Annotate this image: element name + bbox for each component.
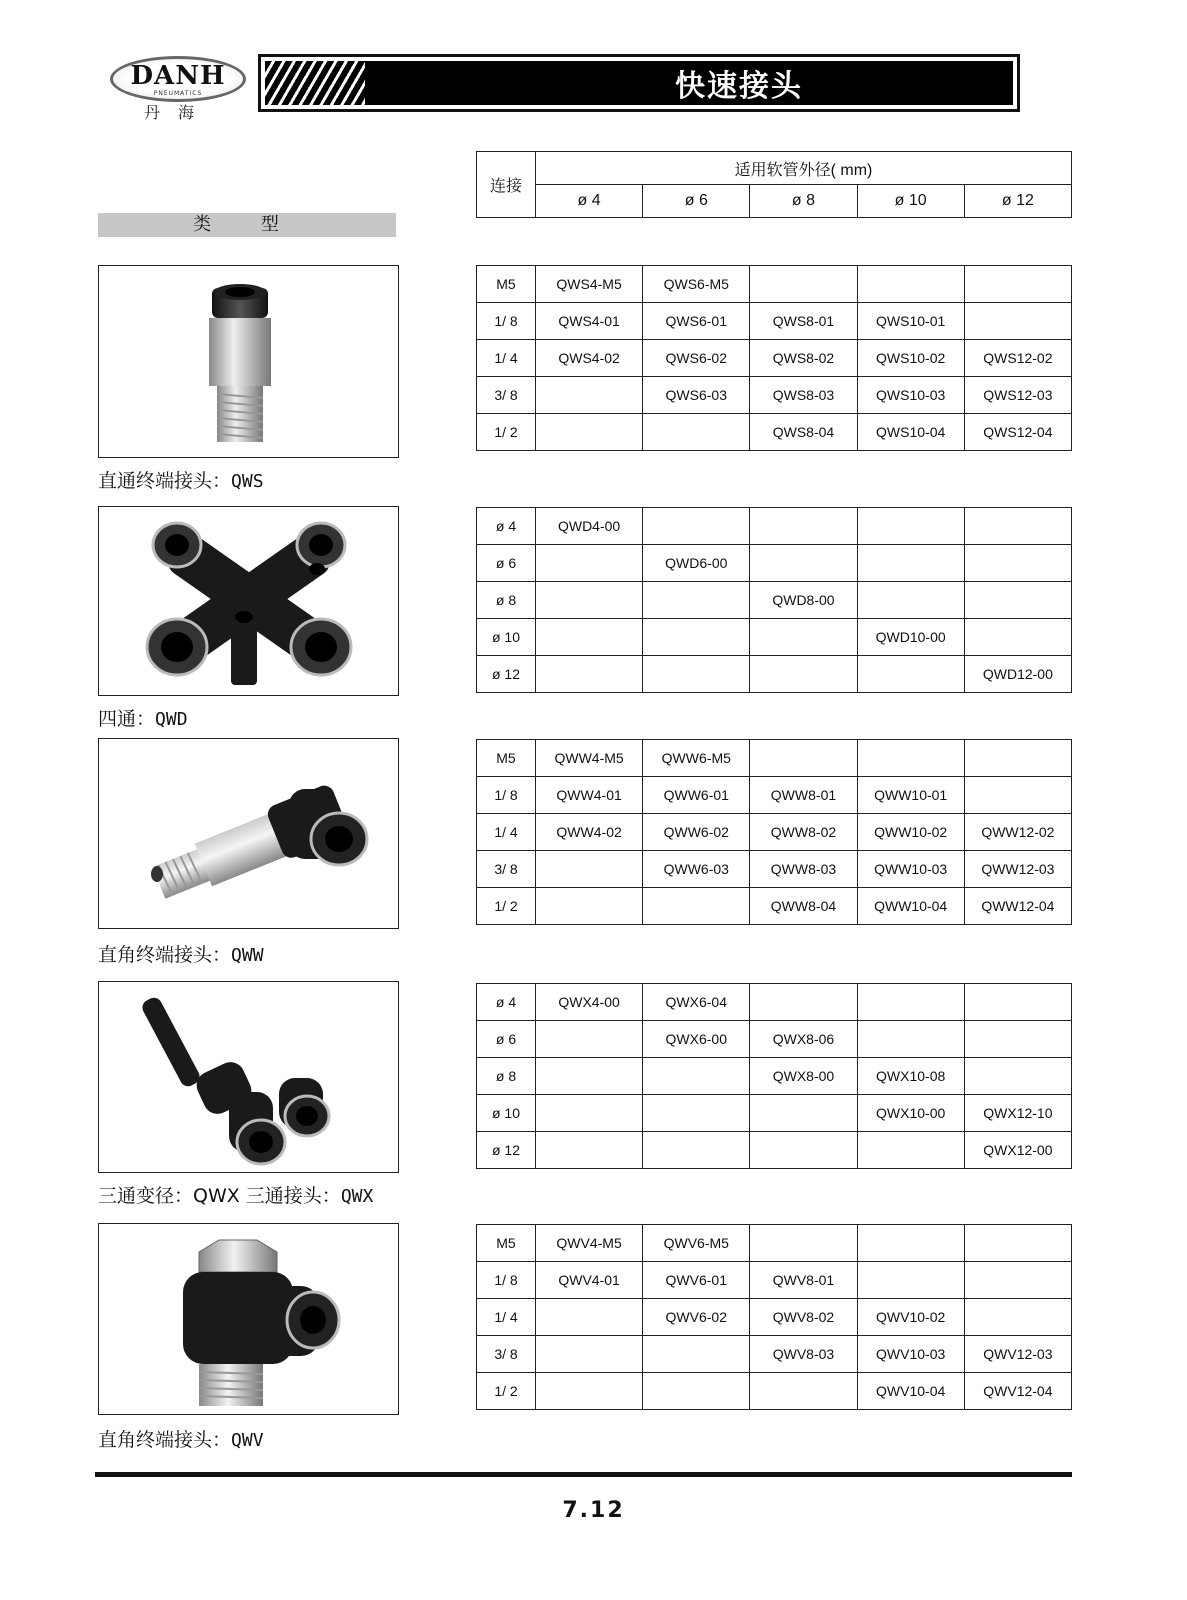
- model-cell: [750, 656, 857, 693]
- row-label: ø 10: [477, 1095, 536, 1132]
- model-cell: [857, 740, 964, 777]
- model-table-qwd: [476, 507, 1072, 693]
- brand-logo: [110, 52, 250, 124]
- model-cell: QWS12-02: [964, 340, 1071, 377]
- table-row: [477, 888, 1072, 925]
- title-banner: [258, 54, 1020, 112]
- model-cell: QWW12-03: [964, 851, 1071, 888]
- model-cell: [964, 740, 1071, 777]
- row-label: 1/ 8: [477, 1262, 536, 1299]
- model-cell: QWD12-00: [964, 656, 1071, 693]
- table-row: [477, 582, 1072, 619]
- model-cell: QWV12-04: [964, 1373, 1071, 1410]
- table-row: [477, 340, 1072, 377]
- model-cell: [857, 1132, 964, 1169]
- table-row: [477, 814, 1072, 851]
- model-cell: QWS10-02: [857, 340, 964, 377]
- row-label: 1/ 4: [477, 814, 536, 851]
- model-cell: QWW8-04: [750, 888, 857, 925]
- model-cell: QWS8-04: [750, 414, 857, 451]
- model-cell: QWW6-M5: [643, 740, 750, 777]
- table-row: [477, 377, 1072, 414]
- model-cell: [643, 1132, 750, 1169]
- model-cell: QWW10-04: [857, 888, 964, 925]
- table-row: [477, 1095, 1072, 1132]
- tube-od-header: 适用软管外径( mm): [536, 152, 1072, 185]
- model-cell: QWW8-03: [750, 851, 857, 888]
- model-cell: [750, 740, 857, 777]
- model-table-qws: [476, 265, 1072, 451]
- model-cell: [536, 656, 643, 693]
- model-cell: QWW10-02: [857, 814, 964, 851]
- model-cell: QWV12-03: [964, 1336, 1071, 1373]
- model-cell: QWS8-03: [750, 377, 857, 414]
- model-cell: QWS4-01: [536, 303, 643, 340]
- table-row: [477, 1058, 1072, 1095]
- caption-qwv: [98, 1425, 264, 1452]
- row-label: ø 12: [477, 1132, 536, 1169]
- model-cell: [964, 1021, 1071, 1058]
- table-row: [477, 1021, 1072, 1058]
- model-cell: QWS12-03: [964, 377, 1071, 414]
- size-header-table: [476, 151, 1072, 218]
- model-cell: QWX10-00: [857, 1095, 964, 1132]
- row-label: M5: [477, 266, 536, 303]
- table-row: [477, 303, 1072, 340]
- model-cell: [536, 851, 643, 888]
- model-cell: [750, 1095, 857, 1132]
- model-cell: QWX12-10: [964, 1095, 1071, 1132]
- model-cell: QWS6-02: [643, 340, 750, 377]
- model-cell: [536, 888, 643, 925]
- size-col-6: ø 6: [643, 185, 750, 218]
- model-cell: QWS6-M5: [643, 266, 750, 303]
- model-cell: [857, 508, 964, 545]
- row-label: 1/ 8: [477, 777, 536, 814]
- model-cell: QWV8-02: [750, 1299, 857, 1336]
- model-cell: [964, 303, 1071, 340]
- model-cell: QWS10-01: [857, 303, 964, 340]
- model-cell: [536, 1132, 643, 1169]
- model-cell: QWV10-03: [857, 1336, 964, 1373]
- model-cell: QWW6-03: [643, 851, 750, 888]
- model-cell: [857, 266, 964, 303]
- model-cell: QWS4-02: [536, 340, 643, 377]
- model-cell: QWS12-04: [964, 414, 1071, 451]
- table-row: [477, 1225, 1072, 1262]
- model-cell: QWS6-03: [643, 377, 750, 414]
- model-cell: QWS8-02: [750, 340, 857, 377]
- model-cell: QWS4-M5: [536, 266, 643, 303]
- row-label: ø 6: [477, 1021, 536, 1058]
- model-cell: [964, 1262, 1071, 1299]
- table-row: [477, 1262, 1072, 1299]
- model-cell: [643, 414, 750, 451]
- model-cell: [536, 1299, 643, 1336]
- model-cell: QWW8-02: [750, 814, 857, 851]
- model-cell: [964, 619, 1071, 656]
- model-cell: [964, 1225, 1071, 1262]
- model-cell: [857, 984, 964, 1021]
- model-cell: [964, 545, 1071, 582]
- model-cell: [857, 1262, 964, 1299]
- model-cell: [750, 266, 857, 303]
- product-image-qwd: [98, 506, 399, 696]
- row-label: 1/ 2: [477, 888, 536, 925]
- model-cell: [536, 545, 643, 582]
- model-cell: QWX8-06: [750, 1021, 857, 1058]
- model-cell: QWX6-04: [643, 984, 750, 1021]
- caption-qwv-code: QWV: [231, 1430, 264, 1451]
- footer-rule: [95, 1472, 1072, 1477]
- model-cell: QWV6-M5: [643, 1225, 750, 1262]
- model-table-qwx: [476, 983, 1072, 1169]
- row-label: 1/ 2: [477, 1373, 536, 1410]
- model-cell: [536, 619, 643, 656]
- model-cell: QWD10-00: [857, 619, 964, 656]
- model-cell: QWX10-08: [857, 1058, 964, 1095]
- row-label: ø 4: [477, 984, 536, 1021]
- model-cell: [643, 656, 750, 693]
- elbow-fitting-icon: [99, 739, 397, 927]
- model-cell: [643, 582, 750, 619]
- model-cell: QWV6-01: [643, 1262, 750, 1299]
- model-cell: [536, 1021, 643, 1058]
- table-row: [477, 984, 1072, 1021]
- row-label: M5: [477, 1225, 536, 1262]
- y-fitting-icon: [99, 982, 397, 1171]
- caption-qwd: [98, 704, 188, 731]
- model-cell: QWV10-04: [857, 1373, 964, 1410]
- model-cell: [964, 984, 1071, 1021]
- caption-qww-text: 直角终端接头：: [98, 944, 232, 966]
- table-row: [477, 414, 1072, 451]
- model-cell: QWV8-03: [750, 1336, 857, 1373]
- model-cell: QWV6-02: [643, 1299, 750, 1336]
- model-cell: [750, 984, 857, 1021]
- row-label: ø 4: [477, 508, 536, 545]
- product-image-qwx: [98, 981, 399, 1173]
- model-cell: [536, 414, 643, 451]
- page-number: 7.12: [562, 1498, 625, 1523]
- model-cell: QWW10-03: [857, 851, 964, 888]
- table-row: [477, 1336, 1072, 1373]
- row-label: M5: [477, 740, 536, 777]
- model-cell: [964, 508, 1071, 545]
- caption-qww: [98, 940, 264, 967]
- model-cell: [643, 1336, 750, 1373]
- connection-header: 连接: [477, 152, 536, 218]
- product-image-qws: [98, 265, 399, 458]
- model-table-qwv: [476, 1224, 1072, 1410]
- table-row: [477, 545, 1072, 582]
- model-cell: [536, 1373, 643, 1410]
- caption-qwv-text: 直角终端接头：: [98, 1429, 232, 1451]
- model-cell: [857, 1021, 964, 1058]
- row-label: ø 10: [477, 619, 536, 656]
- model-cell: QWW6-02: [643, 814, 750, 851]
- model-cell: [857, 1225, 964, 1262]
- model-cell: QWD6-00: [643, 545, 750, 582]
- model-cell: QWS8-01: [750, 303, 857, 340]
- model-cell: QWW10-01: [857, 777, 964, 814]
- model-cell: [750, 619, 857, 656]
- row-label: ø 8: [477, 1058, 536, 1095]
- model-cell: QWW4-02: [536, 814, 643, 851]
- table-row: [477, 1299, 1072, 1336]
- row-label: 3/ 8: [477, 1336, 536, 1373]
- caption-qws: [98, 466, 264, 493]
- caption-qwd-text: 四通：: [98, 708, 156, 730]
- caption-qww-code: QWW: [231, 945, 264, 966]
- caption-qwx-code: QWX: [340, 1186, 374, 1207]
- model-cell: [643, 1373, 750, 1410]
- caption-qwd-code: QWD: [155, 709, 188, 730]
- model-cell: QWW8-01: [750, 777, 857, 814]
- model-cell: QWV4-01: [536, 1262, 643, 1299]
- model-cell: [643, 1095, 750, 1132]
- model-cell: QWW12-04: [964, 888, 1071, 925]
- model-cell: QWW12-02: [964, 814, 1071, 851]
- model-cell: QWW4-M5: [536, 740, 643, 777]
- row-label: 3/ 8: [477, 377, 536, 414]
- type-label-bar: 类 型: [98, 213, 396, 237]
- model-cell: QWX12-00: [964, 1132, 1071, 1169]
- banjo-fitting-icon: [99, 1224, 397, 1413]
- model-cell: [750, 545, 857, 582]
- model-cell: [536, 377, 643, 414]
- row-label: 1/ 4: [477, 340, 536, 377]
- product-image-qww: [98, 738, 399, 929]
- row-label: 3/ 8: [477, 851, 536, 888]
- model-cell: [857, 545, 964, 582]
- logo-subtitle: PNEUMATICS: [153, 90, 203, 97]
- model-cell: [964, 1058, 1071, 1095]
- model-table-qww: [476, 739, 1072, 925]
- model-cell: [750, 1132, 857, 1169]
- model-cell: [536, 1095, 643, 1132]
- model-cell: [536, 1058, 643, 1095]
- model-cell: [964, 777, 1071, 814]
- row-label: 1/ 2: [477, 414, 536, 451]
- model-cell: [750, 1225, 857, 1262]
- model-cell: [964, 266, 1071, 303]
- table-row: [477, 656, 1072, 693]
- page-title: 快速接头: [675, 69, 803, 104]
- model-cell: QWX4-00: [536, 984, 643, 1021]
- model-cell: [964, 1299, 1071, 1336]
- model-cell: [857, 656, 964, 693]
- model-cell: [643, 619, 750, 656]
- model-cell: QWV8-01: [750, 1262, 857, 1299]
- model-cell: [536, 582, 643, 619]
- size-col-10: ø 10: [857, 185, 964, 218]
- logo-brand-text: DANH: [130, 61, 226, 91]
- straight-fitting-icon: [99, 266, 397, 456]
- product-image-qwv: [98, 1223, 399, 1415]
- model-cell: [964, 582, 1071, 619]
- table-row: [477, 740, 1072, 777]
- model-cell: [536, 1336, 643, 1373]
- model-cell: QWW4-01: [536, 777, 643, 814]
- model-cell: [750, 508, 857, 545]
- model-cell: [750, 1373, 857, 1410]
- row-label: 1/ 4: [477, 1299, 536, 1336]
- size-col-8: ø 8: [750, 185, 857, 218]
- row-label: 1/ 8: [477, 303, 536, 340]
- cross-fitting-icon: [99, 507, 397, 694]
- table-row: [477, 619, 1072, 656]
- model-cell: QWV4-M5: [536, 1225, 643, 1262]
- model-cell: QWD8-00: [750, 582, 857, 619]
- model-cell: QWV10-02: [857, 1299, 964, 1336]
- table-row: [477, 508, 1072, 545]
- model-cell: QWS6-01: [643, 303, 750, 340]
- model-cell: [643, 508, 750, 545]
- caption-qws-code: QWS: [231, 471, 264, 492]
- row-label: ø 12: [477, 656, 536, 693]
- table-row: [477, 266, 1072, 303]
- table-row: [477, 777, 1072, 814]
- model-cell: QWW6-01: [643, 777, 750, 814]
- row-label: ø 6: [477, 545, 536, 582]
- model-cell: QWS10-04: [857, 414, 964, 451]
- caption-qws-text: 直通终端接头：: [98, 470, 232, 492]
- size-col-4: ø 4: [536, 185, 643, 218]
- table-row: [477, 1132, 1072, 1169]
- model-cell: QWX6-00: [643, 1021, 750, 1058]
- logo-chinese-name: 丹海: [143, 103, 212, 122]
- model-cell: QWD4-00: [536, 508, 643, 545]
- table-row: [477, 1373, 1072, 1410]
- model-cell: [643, 888, 750, 925]
- model-cell: QWX8-00: [750, 1058, 857, 1095]
- row-label: ø 8: [477, 582, 536, 619]
- model-cell: [643, 1058, 750, 1095]
- caption-qwx-text: 三通变径：QWX 三通接头：: [98, 1185, 341, 1207]
- caption-qwx: [98, 1181, 373, 1208]
- model-cell: QWS10-03: [857, 377, 964, 414]
- model-cell: [857, 582, 964, 619]
- banner-stripes: [265, 61, 365, 105]
- table-row: [477, 851, 1072, 888]
- size-col-12: ø 12: [964, 185, 1071, 218]
